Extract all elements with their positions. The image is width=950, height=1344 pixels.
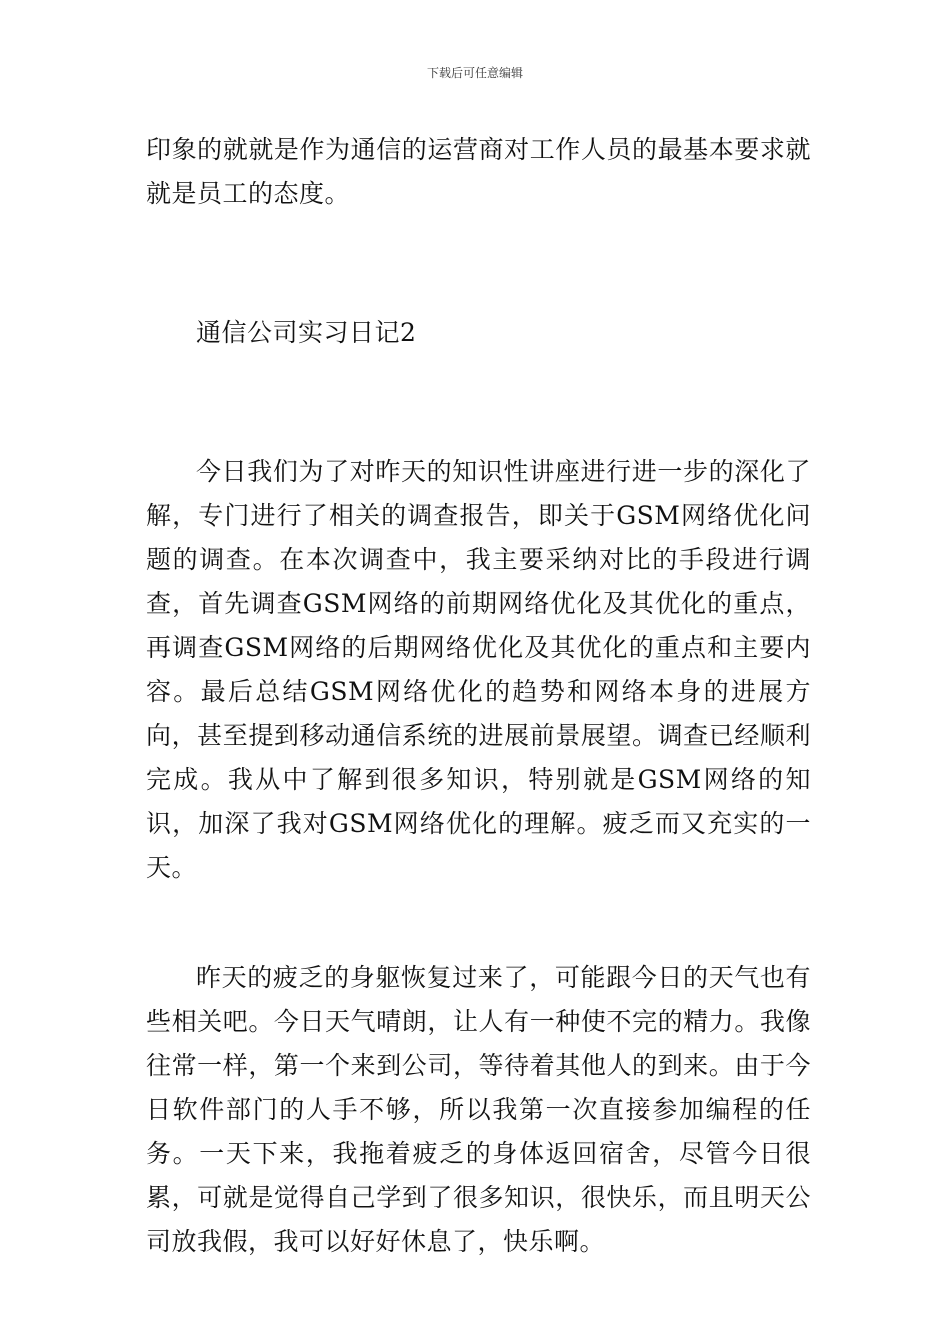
paragraph-continuation: 印象的就就是作为通信的运营商对工作人员的最基本要求就就是员工的态度。: [146, 135, 811, 208]
paragraph-spacer: [146, 216, 811, 311]
paragraph-spacer: [146, 355, 811, 450]
document-body: [146, 128, 811, 1264]
section-title: 通信公司实习日记2: [196, 318, 417, 347]
paragraph-programming-day: 昨天的疲乏的身躯恢复过来了，可能跟今日的天气也有些相关吧。今日天气晴朗，让人有一种使不完的精力。我像往常一样，第一个来到公司，等待着其他人的到来。由于今日软件部门的人手不够，所以我第一次直接参加编程的任务。一天下来，我拖着疲乏的身体返回宿舍，尽管今日很累，可就是觉得自己学到了很多知识，很快乐，而且明天公司放我假，我可以好好休息了，快乐啊。: [146, 963, 811, 1256]
page-header-note: 下载后可任意编辑: [426, 66, 523, 80]
paragraph-spacer: [146, 890, 811, 956]
paragraph-gsm-survey: 今日我们为了对昨天的知识性讲座进行进一步的深化了解，专门进行了相关的调查报告，即关于GSM网络优化问题的调查。在本次调查中，我主要采纳对比的手段进行调查，首先调查GSM网络的前期网络优化及其优化的重点，再调查GSM网络的后期网络优化及其优化的重点和主要内容。最后总结GSM网络优化的趋势和网络本身的进展方向，甚至提到移动通信系统的进展前景展望。调查已经顺利完成。我从中了解到很多知识，特别就是GSM网络的知识，加深了我对GSM网络优化的理解。疲乏而又充实的一天。: [146, 457, 811, 882]
